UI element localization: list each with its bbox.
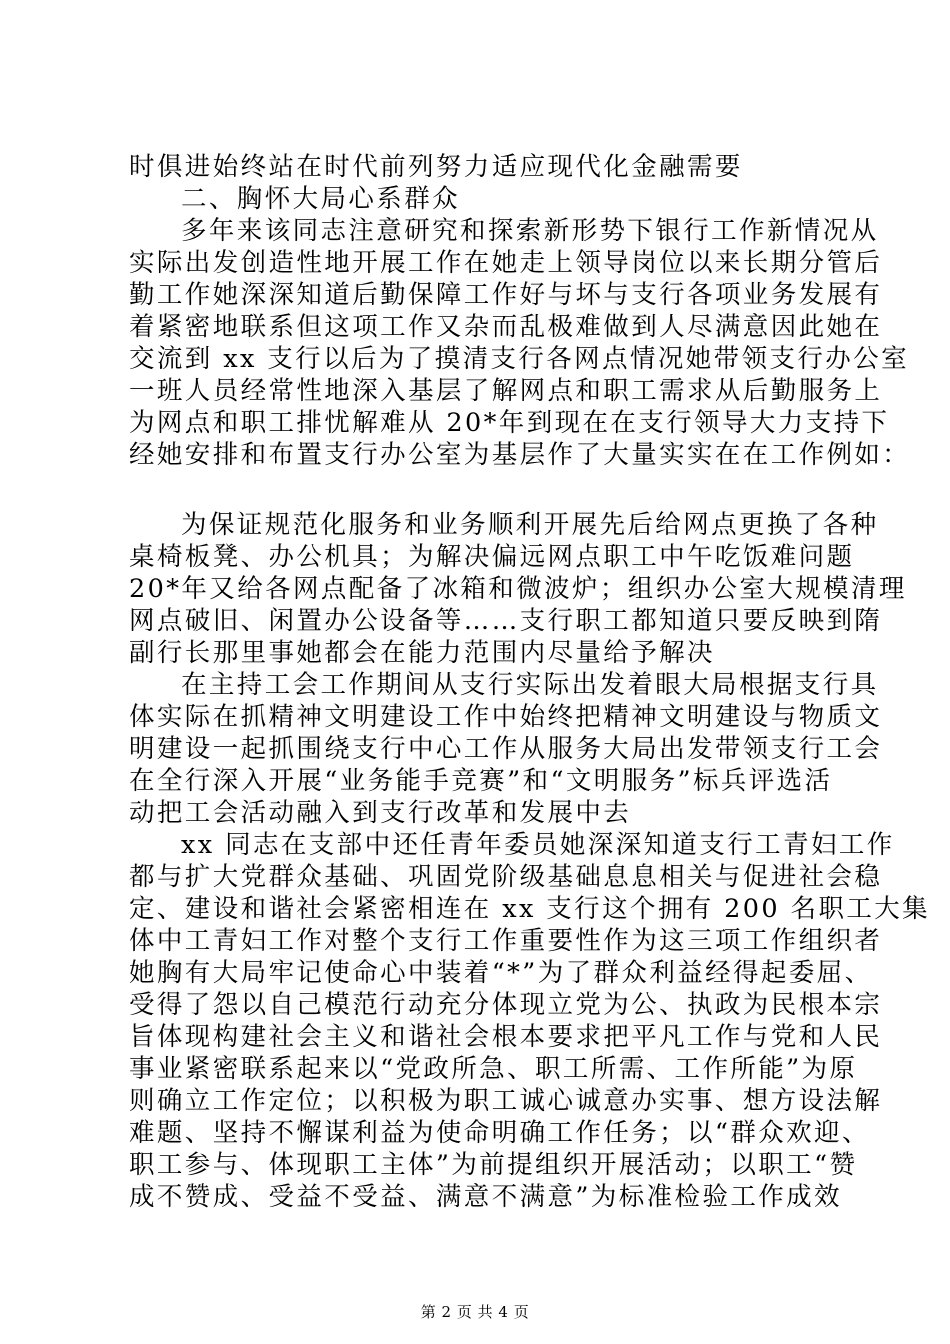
text-line: 经她安排和布置支行办公室为基层作了大量实实在在工作例如： — [129, 440, 911, 470]
text-block-main — [129, 509, 931, 1213]
text-line: 副行长那里事她都会在能力范围内尽量给予解决 — [129, 638, 715, 668]
text-line: 勤工作她深深知道后勤保障工作好与坏与支行各项业务发展有 — [129, 280, 883, 310]
text-line: 一班人员经常性地深入基层了解网点和职工需求从后勤服务上 — [129, 376, 883, 406]
text-line: 时俱进始终站在时代前列努力适应现代化金融需要 — [129, 152, 743, 182]
text-line: 体实际在抓精神文明建设工作中始终把精神文明建设与物质文 — [129, 702, 883, 732]
text-line: 事业紧密联系起来以“党政所急、职工所需、工作所能”为原 — [129, 1054, 858, 1084]
text-line: 旨体现构建社会主义和谐社会根本要求把平凡工作与党和人民 — [129, 1022, 883, 1052]
text-line: 体中工青妇工作对整个支行工作重要性作为这三项工作组织者 — [129, 926, 883, 956]
text-line: xx 同志在支部中还任青年委员她深深知道支行工青妇工作 — [181, 830, 895, 860]
text-line: 20*年又给各网点配备了冰箱和微波炉；组织办公室大规模清理 — [129, 574, 907, 604]
text-line: 动把工会活动融入到支行改革和发展中去 — [129, 798, 632, 828]
text-line: 明建设一起抓围绕支行中心工作从服务大局出发带领支行工会 — [129, 734, 883, 764]
text-line: 在全行深入开展“业务能手竞赛”和“文明服务”标兵评选活 — [129, 766, 833, 796]
text-line: 实际出发创造性地开展工作在她走上领导岗位以来长期分管后 — [129, 248, 883, 278]
text-line: 职工参与、体现职工主体”为前提组织开展活动；以职工“赞 — [129, 1150, 858, 1180]
page-number-label: 第 2 页 共 4 页 — [420, 1303, 530, 1321]
text-line: 在主持工会工作期间从支行实际出发着眼大局根据支行具 — [181, 670, 879, 700]
text-line: 成不赞成、受益不受益、满意不满意”为标准检验工作成效 — [129, 1182, 842, 1212]
text-line: 定、建设和谐社会紧密相连在 xx 支行这个拥有 200 名职工大集 — [129, 894, 931, 924]
text-line: 受得了怨以自己模范行动充分体现立党为公、执政为民根本宗 — [129, 990, 883, 1020]
text-line: 多年来该同志注意研究和探索新形势下银行工作新情况从 — [181, 216, 879, 246]
text-line: 为保证规范化服务和业务顺利开展先后给网点更换了各种 — [181, 510, 879, 540]
text-line: 她胸有大局牢记使命心中装着“*”为了群众利益经得起委屈、 — [129, 958, 873, 988]
text-line: 桌椅板凳、办公机具；为解决偏远网点职工中午吃饭难问题 — [129, 542, 855, 572]
text-line: 交流到 xx 支行以后为了摸清支行各网点情况她带领支行办公室 — [129, 344, 909, 374]
text-line: 为网点和职工排忧解难从 20*年到现在在支行领导大力支持下 — [129, 408, 890, 438]
text-line: 则确立工作定位；以积极为职工诚心诚意办实事、想方设法解 — [129, 1086, 883, 1116]
page-footer — [0, 1301, 950, 1322]
text-line: 难题、坚持不懈谋利益为使命明确工作任务；以“群众欢迎、 — [129, 1118, 870, 1148]
text-line: 网点破旧、闲置办公设备等……支行职工都知道只要反映到隋 — [129, 606, 883, 636]
section-heading: 二、胸怀大局心系群众 — [181, 184, 461, 214]
text-line: 着紧密地联系但这项工作又杂而乱极难做到人尽满意因此她在 — [129, 312, 883, 342]
text-block-top — [129, 151, 911, 471]
text-line: 都与扩大党群众基础、巩固党阶级基础息息相关与促进社会稳 — [129, 862, 883, 892]
